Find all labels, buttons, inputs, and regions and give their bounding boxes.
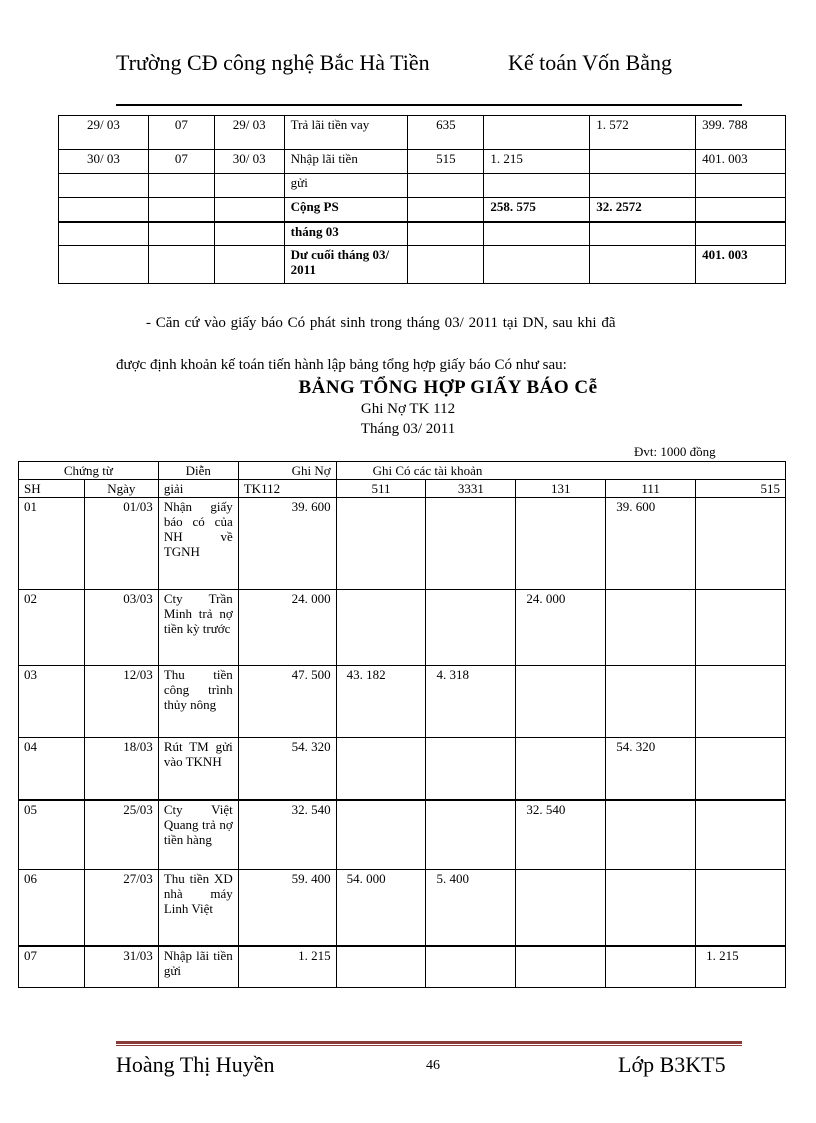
- ledger-cell: [696, 174, 786, 198]
- ledger-cell: 399. 788: [696, 116, 786, 150]
- summary-cell-c511: 43. 182: [336, 666, 426, 738]
- report-subtitle: Ghi Nợ TK 112: [360, 401, 456, 417]
- summary-header-row-1: [19, 462, 786, 480]
- ledger-cell: Cộng PS: [284, 198, 408, 222]
- ledger-cell: 1. 215: [484, 150, 590, 174]
- header-voucher: Chứng từ: [19, 462, 159, 480]
- summary-cell-c131: [516, 870, 606, 946]
- ledger-cell: [590, 174, 696, 198]
- summary-cell-sh: 03: [19, 666, 85, 738]
- summary-row: [19, 800, 786, 870]
- header-debit-bottom: TK112: [238, 480, 336, 498]
- summary-cell-c511: [336, 800, 426, 870]
- summary-row: [19, 738, 786, 800]
- ledger-cell: 32. 2572: [590, 198, 696, 222]
- summary-cell-c111: [606, 590, 696, 666]
- summary-cell-c515: 1. 215: [696, 946, 786, 988]
- header-desc-bottom: giải: [158, 480, 238, 498]
- summary-cell-desc: Nhận giấy báo có của NH về TGNH: [158, 498, 238, 590]
- summary-cell-debit: 59. 400: [238, 870, 336, 946]
- ledger-cell: [484, 246, 590, 284]
- summary-cell-desc: Cty Trần Minh trả nợ tiền kỳ trước: [158, 590, 238, 666]
- ledger-cell: [214, 222, 284, 246]
- ledger-cell: 30/ 03: [214, 150, 284, 174]
- summary-cell-debit: 47. 500: [238, 666, 336, 738]
- ledger-cell: 07: [148, 116, 214, 150]
- summary-cell-c131: 24. 000: [516, 590, 606, 666]
- ledger-row: [59, 150, 786, 174]
- ledger-cell: [59, 222, 149, 246]
- ledger-cell: [590, 246, 696, 284]
- ledger-cell: 635: [408, 116, 484, 150]
- summary-cell-date: 18/03: [84, 738, 158, 800]
- ledger-cell: 515: [408, 150, 484, 174]
- summary-cell-c3331: [426, 738, 516, 800]
- subject-title: Kế toán Vốn Bằng: [508, 50, 672, 75]
- summary-cell-date: 27/03: [84, 870, 158, 946]
- ledger-cell: [590, 150, 696, 174]
- summary-cell-desc: Cty Việt Quang trả nợ tiền hàng: [158, 800, 238, 870]
- header-acc-111: 111: [606, 480, 696, 498]
- summary-cell-desc: Thu tiền công trình thủy nông: [158, 666, 238, 738]
- summary-cell-c131: [516, 946, 606, 988]
- summary-cell-desc: Rút TM gửi vào TKNH: [158, 738, 238, 800]
- report-title: BẢNG TỔNG HỢP GIẤY BÁO Cễ: [298, 377, 598, 398]
- ledger-cell: [408, 174, 484, 198]
- summary-cell-c3331: 4. 318: [426, 666, 516, 738]
- summary-cell-sh: 04: [19, 738, 85, 800]
- summary-header-row-2: [19, 480, 786, 498]
- summary-cell-sh: 06: [19, 870, 85, 946]
- summary-cell-c515: [696, 800, 786, 870]
- summary-cell-debit: 24. 000: [238, 590, 336, 666]
- ledger-cell: gửi: [284, 174, 408, 198]
- ledger-cell: [148, 174, 214, 198]
- header-acc-131: 131: [516, 480, 606, 498]
- header-acc-511: 511: [336, 480, 426, 498]
- summary-cell-c111: [606, 870, 696, 946]
- summary-cell-c111: 54. 320: [606, 738, 696, 800]
- ledger-cell: [408, 222, 484, 246]
- header-date: Ngày: [84, 480, 158, 498]
- ledger-cell: [214, 198, 284, 222]
- ledger-cell: [59, 198, 149, 222]
- ledger-cell: [214, 246, 284, 284]
- ledger-cell: [590, 222, 696, 246]
- summary-cell-c3331: [426, 498, 516, 590]
- intro-line-1: - Căn cứ vào giấy báo Có phát sinh trong tháng 03/ 2011 tại DN, sau khi đã: [146, 315, 616, 331]
- school-name: Trường CĐ công nghệ Bắc Hà Tiền: [116, 50, 430, 75]
- ledger-cell: [214, 174, 284, 198]
- footer-divider-thin: [116, 1045, 742, 1046]
- summary-cell-c111: [606, 800, 696, 870]
- ledger-cell: Dư cuối tháng 03/ 2011: [284, 246, 408, 284]
- summary-cell-c3331: 5. 400: [426, 870, 516, 946]
- summary-cell-c515: [696, 498, 786, 590]
- summary-cell-desc: Thu tiền XD nhà máy Linh Việt: [158, 870, 238, 946]
- ledger-cell: 29/ 03: [59, 116, 149, 150]
- summary-cell-c131: 32. 540: [516, 800, 606, 870]
- ledger-cell: [408, 198, 484, 222]
- intro-line-2: được định khoản kế toán tiến hành lập bảng tổng hợp giấy báo Có như sau:: [116, 357, 567, 373]
- summary-table: [18, 461, 786, 988]
- header-divider: [116, 104, 742, 106]
- summary-row: [19, 498, 786, 590]
- summary-cell-c3331: [426, 800, 516, 870]
- ledger-cell: [148, 222, 214, 246]
- summary-cell-c515: [696, 666, 786, 738]
- ledger-table: [58, 115, 786, 284]
- summary-cell-c515: [696, 870, 786, 946]
- ledger-cell: [696, 198, 786, 222]
- author-name: Hoàng Thị Huyền: [116, 1052, 275, 1077]
- ledger-cell: [696, 222, 786, 246]
- summary-cell-desc: Nhập lãi tiền gửi: [158, 946, 238, 988]
- summary-cell-sh: 02: [19, 590, 85, 666]
- ledger-row: [59, 222, 786, 246]
- summary-row: [19, 946, 786, 988]
- summary-cell-c111: [606, 666, 696, 738]
- summary-cell-c131: [516, 498, 606, 590]
- ledger-row: [59, 174, 786, 198]
- summary-row: [19, 870, 786, 946]
- ledger-cell: [484, 116, 590, 150]
- summary-cell-debit: 32. 540: [238, 800, 336, 870]
- summary-cell-debit: 1. 215: [238, 946, 336, 988]
- ledger-cell: Trả lãi tiền vay: [284, 116, 408, 150]
- ledger-cell: 30/ 03: [59, 150, 149, 174]
- ledger-cell: [484, 174, 590, 198]
- ledger-cell: 07: [148, 150, 214, 174]
- page-header: [116, 50, 742, 108]
- summary-cell-c3331: [426, 590, 516, 666]
- summary-cell-date: 01/03: [84, 498, 158, 590]
- summary-cell-date: 31/03: [84, 946, 158, 988]
- summary-cell-debit: 39. 600: [238, 498, 336, 590]
- ledger-cell: [59, 174, 149, 198]
- summary-cell-c511: [336, 498, 426, 590]
- ledger-row: [59, 116, 786, 150]
- ledger-cell: [59, 246, 149, 284]
- ledger-row: [59, 246, 786, 284]
- ledger-cell: tháng 03: [284, 222, 408, 246]
- header-acc-515: 515: [696, 480, 786, 498]
- ledger-cell: 401. 003: [696, 150, 786, 174]
- ledger-row: [59, 198, 786, 222]
- summary-cell-c511: [336, 946, 426, 988]
- page-number: 46: [426, 1058, 440, 1073]
- summary-cell-c515: [696, 590, 786, 666]
- summary-cell-c111: [606, 946, 696, 988]
- ledger-cell: 29/ 03: [214, 116, 284, 150]
- header-acc-3331: 3331: [426, 480, 516, 498]
- header-credit: Ghi Có các tài khoản: [336, 462, 785, 480]
- unit-label: Đvt: 1000 đồng: [634, 444, 716, 459]
- ledger-cell: 401. 003: [696, 246, 786, 284]
- summary-row: [19, 590, 786, 666]
- summary-cell-c131: [516, 666, 606, 738]
- summary-cell-c511: 54. 000: [336, 870, 426, 946]
- class-label: Lớp B3KT5: [618, 1052, 726, 1077]
- ledger-cell: [148, 246, 214, 284]
- ledger-cell: [484, 222, 590, 246]
- summary-cell-date: 12/03: [84, 666, 158, 738]
- summary-cell-sh: 05: [19, 800, 85, 870]
- summary-cell-c3331: [426, 946, 516, 988]
- footer-divider: [116, 1041, 742, 1044]
- summary-cell-c511: [336, 738, 426, 800]
- summary-cell-date: 03/03: [84, 590, 158, 666]
- header-desc-top: Diễn: [158, 462, 238, 480]
- summary-cell-sh: 01: [19, 498, 85, 590]
- summary-cell-sh: 07: [19, 946, 85, 988]
- summary-cell-c111: 39. 600: [606, 498, 696, 590]
- ledger-cell: 1. 572: [590, 116, 696, 150]
- summary-cell-c511: [336, 590, 426, 666]
- summary-cell-date: 25/03: [84, 800, 158, 870]
- ledger-cell: [408, 246, 484, 284]
- report-period: Tháng 03/ 2011: [360, 421, 456, 437]
- summary-cell-debit: 54. 320: [238, 738, 336, 800]
- ledger-cell: 258. 575: [484, 198, 590, 222]
- summary-cell-c515: [696, 738, 786, 800]
- summary-cell-c131: [516, 738, 606, 800]
- ledger-cell: [148, 198, 214, 222]
- ledger-cell: Nhập lãi tiền: [284, 150, 408, 174]
- header-debit-top: Ghi Nợ: [238, 462, 336, 480]
- summary-row: [19, 666, 786, 738]
- header-sh: SH: [19, 480, 85, 498]
